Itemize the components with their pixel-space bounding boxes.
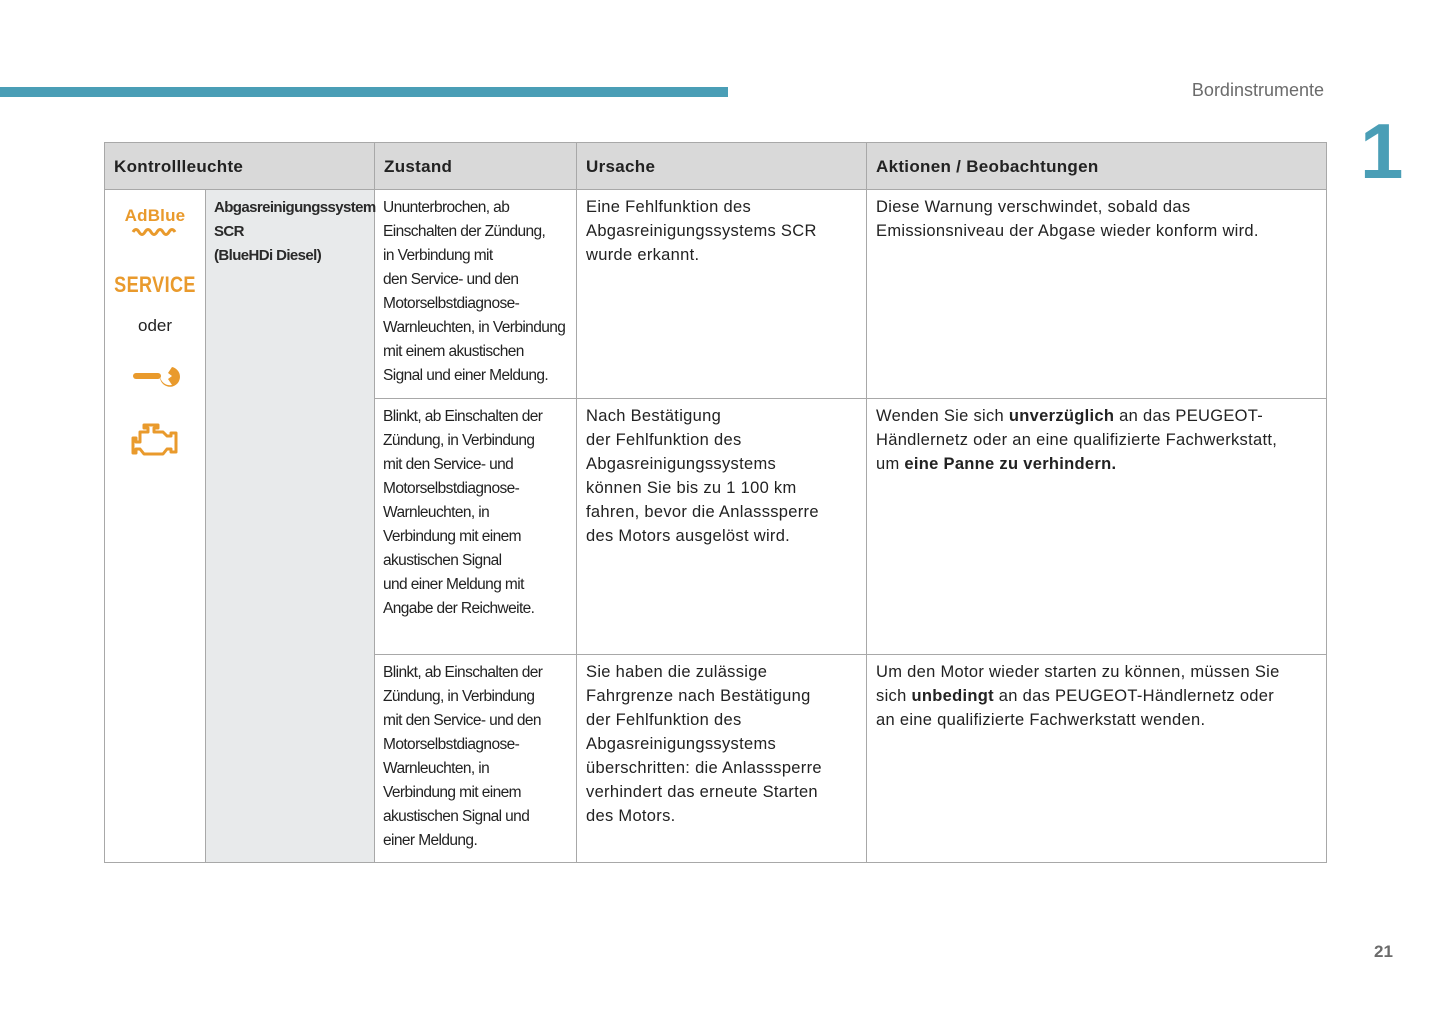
column-header-zustand: Zustand xyxy=(375,143,577,190)
text-line: Um den Motor wieder starten zu können, müssen Sie xyxy=(876,663,1280,681)
text-line: der Fehlfunktion des xyxy=(586,711,742,729)
text-span: um xyxy=(876,455,905,473)
header-accent-bar xyxy=(0,87,728,97)
warning-lights-table xyxy=(104,142,1327,863)
text-line: fahren, bevor die Anlasssperre xyxy=(586,503,819,521)
aktionen-cell xyxy=(867,190,1327,399)
emphasis-text: eine Panne zu verhindern. xyxy=(904,455,1117,473)
adblue-icon xyxy=(125,206,186,236)
text-line xyxy=(876,404,1317,428)
text-line: überschritten: die Anlasssperre xyxy=(586,759,822,777)
adblue-wave-icon xyxy=(131,226,179,236)
text-line: Signal und einer Meldung. xyxy=(383,367,549,384)
text-line: Eine Fehlfunktion des xyxy=(586,198,751,216)
section-title: Bordinstrumente xyxy=(1191,80,1324,100)
engine-icon xyxy=(130,420,180,460)
ursache-cell xyxy=(577,190,867,399)
text-line: Emissionsniveau der Abgase wieder konform wird. xyxy=(876,222,1259,240)
text-span: an das PEUGEOT- xyxy=(1114,407,1264,425)
text-line: Motorselbstdiagnose- xyxy=(383,480,520,497)
text-line: akustischen Signal xyxy=(383,552,502,569)
zustand-cell xyxy=(375,399,577,655)
text-line: Warnleuchten, in Verbindung xyxy=(383,319,566,336)
text-line: Abgasreinigungssystems xyxy=(586,735,777,753)
column-header-aktionen: Aktionen / Beobachtungen xyxy=(867,143,1327,190)
column-header-ursache: Ursache xyxy=(577,143,867,190)
text-line: Diese Warnung verschwindet, sobald das xyxy=(876,198,1191,216)
text-line: Motorselbstdiagnose- xyxy=(383,295,520,312)
text-line: Blinkt, ab Einschalten der xyxy=(383,664,543,681)
zustand-cell xyxy=(375,655,577,863)
text-line: des Motors ausgelöst wird. xyxy=(586,527,791,545)
zustand-cell xyxy=(375,190,577,399)
ursache-cell xyxy=(577,655,867,863)
service-icon: SERVICE xyxy=(114,272,196,297)
text-line: in Verbindung mit xyxy=(383,247,493,264)
text-line xyxy=(876,684,1317,708)
text-line: Warnleuchten, in xyxy=(383,504,490,521)
text-line: und einer Meldung mit xyxy=(383,576,524,593)
text-line: den Service- und den xyxy=(383,271,519,288)
emphasis-text: unbedingt xyxy=(911,687,994,705)
label-line: Abgasreinigungssystem xyxy=(214,199,376,216)
text-line: Blinkt, ab Einschalten der xyxy=(383,408,543,425)
text-line: Sie haben die zulässige xyxy=(586,663,768,681)
text-line: Fahrgrenze nach Bestätigung xyxy=(586,687,811,705)
text-line: Angabe der Reichweite. xyxy=(383,600,535,617)
warning-light-label xyxy=(206,190,375,863)
icons-cell xyxy=(105,190,206,863)
text-line: mit den Service- und xyxy=(383,456,514,473)
wrench-icon xyxy=(130,362,180,390)
text-line: akustischen Signal und xyxy=(383,808,530,825)
adblue-icon-label: AdBlue xyxy=(124,206,186,225)
text-line: Nach Bestätigung xyxy=(586,407,722,425)
text-line: Verbindung mit einem xyxy=(383,784,521,801)
aktionen-cell xyxy=(867,655,1327,863)
text-line: mit den Service- und den xyxy=(383,712,541,729)
text-line: Zündung, in Verbindung xyxy=(383,688,535,705)
text-line: mit einem akustischen xyxy=(383,343,524,360)
text-line: können Sie bis zu 1 100 km xyxy=(586,479,797,497)
text-line: einer Meldung. xyxy=(383,832,478,849)
text-line: Zündung, in Verbindung xyxy=(383,432,535,449)
text-line: wurde erkannt. xyxy=(586,246,700,264)
text-line: Abgasreinigungssystems xyxy=(586,455,777,473)
text-line: der Fehlfunktion des xyxy=(586,431,742,449)
text-line: Einschalten der Zündung, xyxy=(383,223,546,240)
text-line: Ununterbrochen, ab xyxy=(383,199,510,216)
text-line: Verbindung mit einem xyxy=(383,528,521,545)
text-line: Abgasreinigungssystems SCR xyxy=(586,222,817,240)
text-line: an eine qualifizierte Fachwerkstatt wenden. xyxy=(876,711,1206,729)
column-header-kontrollleuchte: Kontrollleuchte xyxy=(105,143,375,190)
label-line: (BlueHDi Diesel) xyxy=(214,247,322,264)
text-span: an das PEUGEOT-Händlernetz oder xyxy=(993,687,1275,705)
text-span: Wenden Sie sich xyxy=(876,407,1009,425)
text-line: Warnleuchten, in xyxy=(383,760,490,777)
chapter-number: 1 xyxy=(1360,107,1404,195)
or-label: oder xyxy=(137,316,173,335)
emphasis-text: unverzüglich xyxy=(1008,407,1115,425)
text-span: sich xyxy=(876,687,912,705)
page-number: 21 xyxy=(1374,942,1393,961)
table-row xyxy=(105,190,1327,399)
table-header-row xyxy=(105,143,1327,190)
text-line: des Motors. xyxy=(586,807,676,825)
text-line: Motorselbstdiagnose- xyxy=(383,736,520,753)
aktionen-cell xyxy=(867,399,1327,655)
label-line: SCR xyxy=(214,223,244,240)
text-line xyxy=(876,452,1317,476)
ursache-cell xyxy=(577,399,867,655)
text-line: verhindert das erneute Starten xyxy=(586,783,818,801)
text-line: Händlernetz oder an eine qualifizierte Fachwerkstatt, xyxy=(876,431,1278,449)
